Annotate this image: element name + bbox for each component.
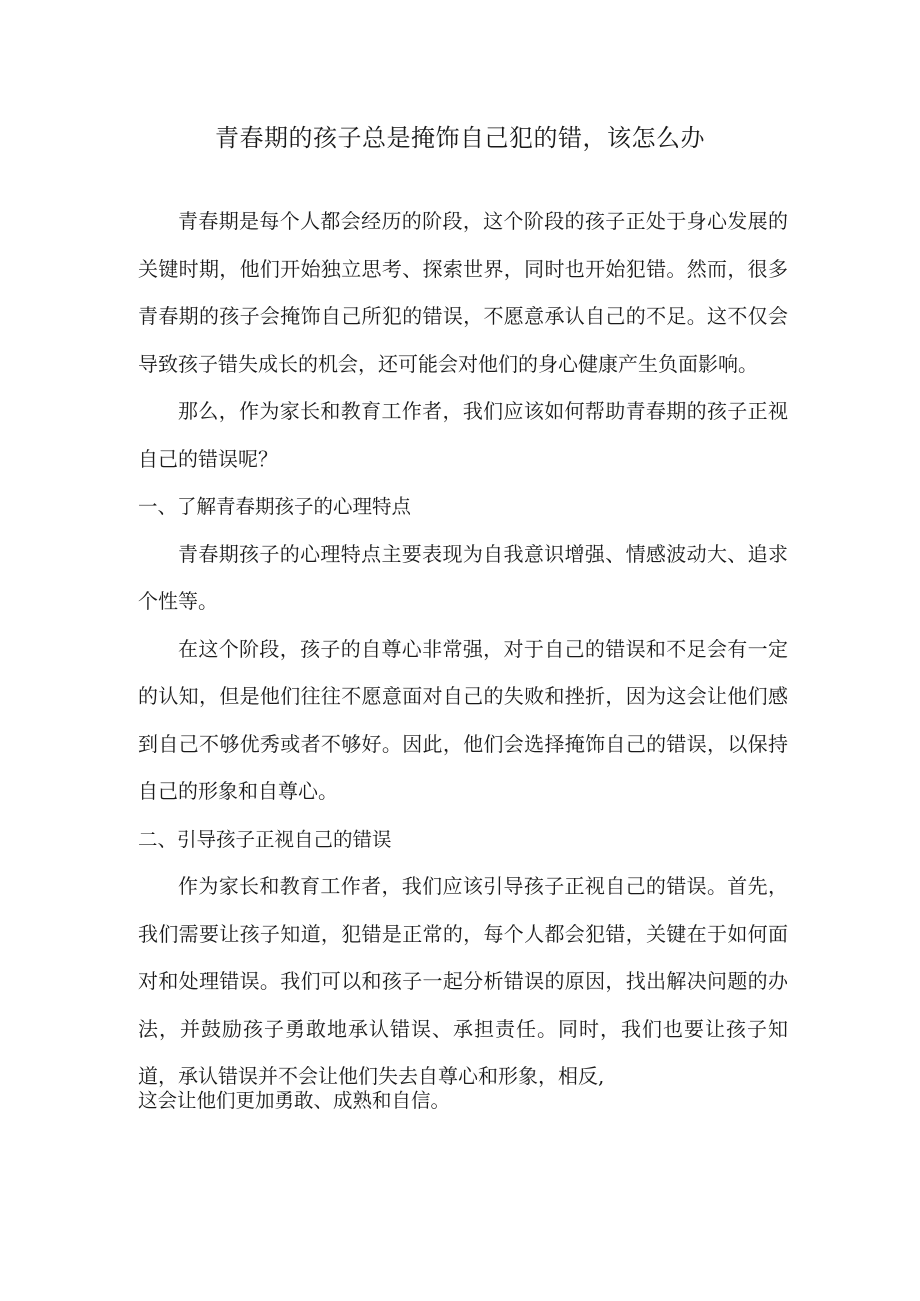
paragraph-self-esteem: 在这个阶段，孩子的自尊心非常强，对于自己的错误和不足会有一定的认知，但是他们往往不愿意面对自己的失败和挫折，因为这会让他们感到自己不够优秀或者不够好。因此，他们会选择掩饰自己的错误，以保持自己的形象和自尊心。 [138, 636, 788, 803]
document-body [138, 198, 788, 1115]
paragraph-guidance-tail: 这会让他们更加勇敢、成熟和自信。 [138, 1088, 451, 1112]
paragraph-intro: 青春期是每个人都会经历的阶段，这个阶段的孩子正处于身心发展的关键时期，他们开始独立思考、探索世界，同时也开始犯错。然而，很多青春期的孩子会掩饰自己所犯的错误，不愿意承认自己的不足。这不仅会导致孩子错失成长的机会，还可能会对他们的身心健康产生负面影响。 [138, 209, 788, 376]
paragraph-question: 那么，作为家长和教育工作者，我们应该如何帮助青春期的孩子正视自己的错误呢？ [138, 399, 788, 471]
section-heading-2: 二、引导孩子正视自己的错误 [138, 827, 392, 851]
paragraph-traits: 青春期孩子的心理特点主要表现为自我意识增强、情感波动大、追求个性等。 [138, 541, 788, 613]
section-heading-1: 一、了解青春期孩子的心理特点 [138, 495, 412, 518]
document-title: 青春期的孩子总是掩饰自己犯的错，该怎么办 [215, 124, 705, 152]
paragraph-guidance: 作为家长和教育工作者，我们应该引导孩子正视自己的错误。首先，我们需要让孩子知道，犯错是正常的，每个人都会犯错，关键在于如何面对和处理错误。我们可以和孩子一起分析错误的原因，找出解决问题的办法，并鼓励孩子勇敢地承认错误、承担责任。同时，我们也要让孩子知道，承认错误并不会让他们失去自尊心和形象，相反, [138, 874, 788, 1088]
